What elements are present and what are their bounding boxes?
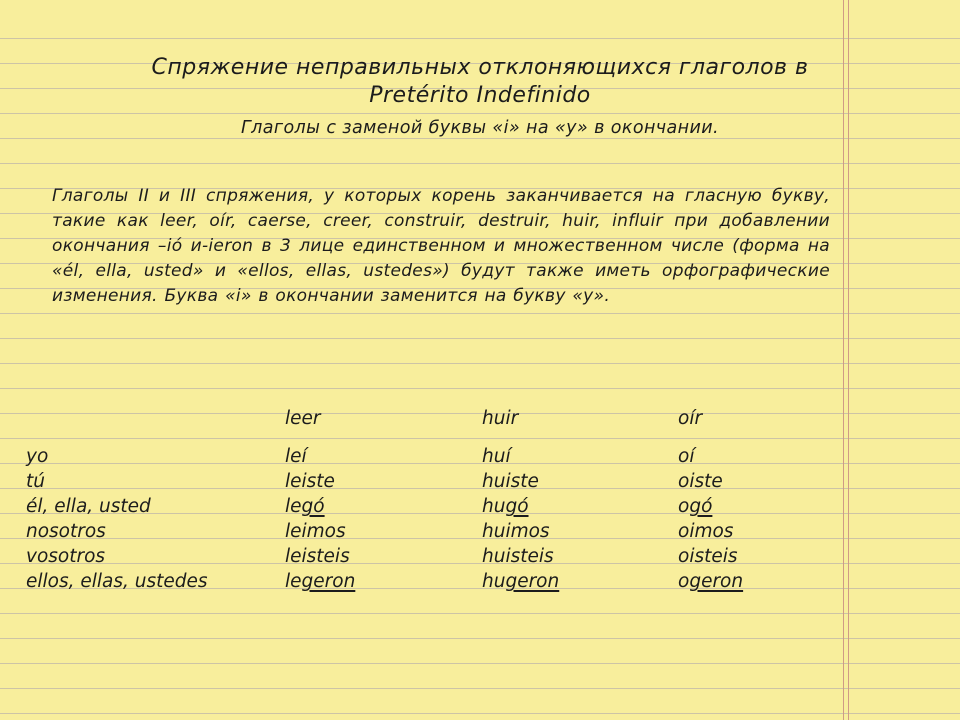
page-subtitle: Глаголы с заменой буквы «i» на «y» в окончании. [241,118,719,138]
pronoun-cell: vosotros [26,546,106,567]
verb-form-cell: leisteis [285,546,350,567]
table-row [0,444,960,469]
pronoun-cell: nosotros [26,521,106,542]
changed-ending: geron [689,571,744,592]
verb-form-cell: oiste [678,471,723,492]
verb-form-cell: leiste [285,471,335,492]
changed-ending: geron [505,571,560,592]
changed-ending: geron [301,571,356,592]
verb-form-cell: huimos [482,521,550,542]
verb-form-cell: leimos [285,521,346,542]
table-header-row [0,406,960,431]
pronoun-cell: yo [26,446,49,467]
title-line-1: Спряжение неправильных отклоняющихся глаголов в [151,55,809,80]
verb-form-cell: huisteis [482,546,554,567]
verb-form-cell: hugeron [482,571,560,592]
column-header: leer [285,408,321,429]
changed-ending: gó [689,496,713,517]
rule-paragraph: Глаголы II и III спряжения, у которых корень заканчивается на гласную букву, такие как leer, oír, caerse, creer, construir, destruir, huir, influir при добавлении окончания –ió и-ieron в 3 лице единственном и множественном числе (форма на «él, ella, usted» и «ellos, ellas, ustedes») будут также иметь орфографические изменения. Буква «i» в окончании заменится на букву «y». [52,186,830,306]
verb-form-cell: legó [285,496,325,517]
pronoun-cell: él, ella, usted [26,496,151,517]
verb-form-cell: ogó [678,496,713,517]
verb-form-cell: leí [285,446,307,467]
column-header: huir [482,408,519,429]
pronoun-cell: tú [26,471,45,492]
changed-ending: gó [505,496,529,517]
table-row [0,569,960,594]
page-title [0,54,960,110]
pronoun-cell: ellos, ellas, ustedes [26,571,208,592]
table-row [0,519,960,544]
page-header [0,54,960,140]
verb-form-cell: oisteis [678,546,738,567]
verb-form-cell: oí [678,446,695,467]
column-header: oír [678,408,703,429]
verb-form-cell: oimos [678,521,734,542]
title-line-2: Pretérito Indefinido [369,83,591,108]
table-row [0,494,960,519]
verb-form-cell: ogeron [678,571,744,592]
verb-form-cell: legeron [285,571,356,592]
table-row [0,544,960,569]
verb-form-cell: hugó [482,496,529,517]
verb-form-cell: huí [482,446,511,467]
changed-ending: gó [301,496,325,517]
table-row [0,469,960,494]
verb-form-cell: huiste [482,471,539,492]
